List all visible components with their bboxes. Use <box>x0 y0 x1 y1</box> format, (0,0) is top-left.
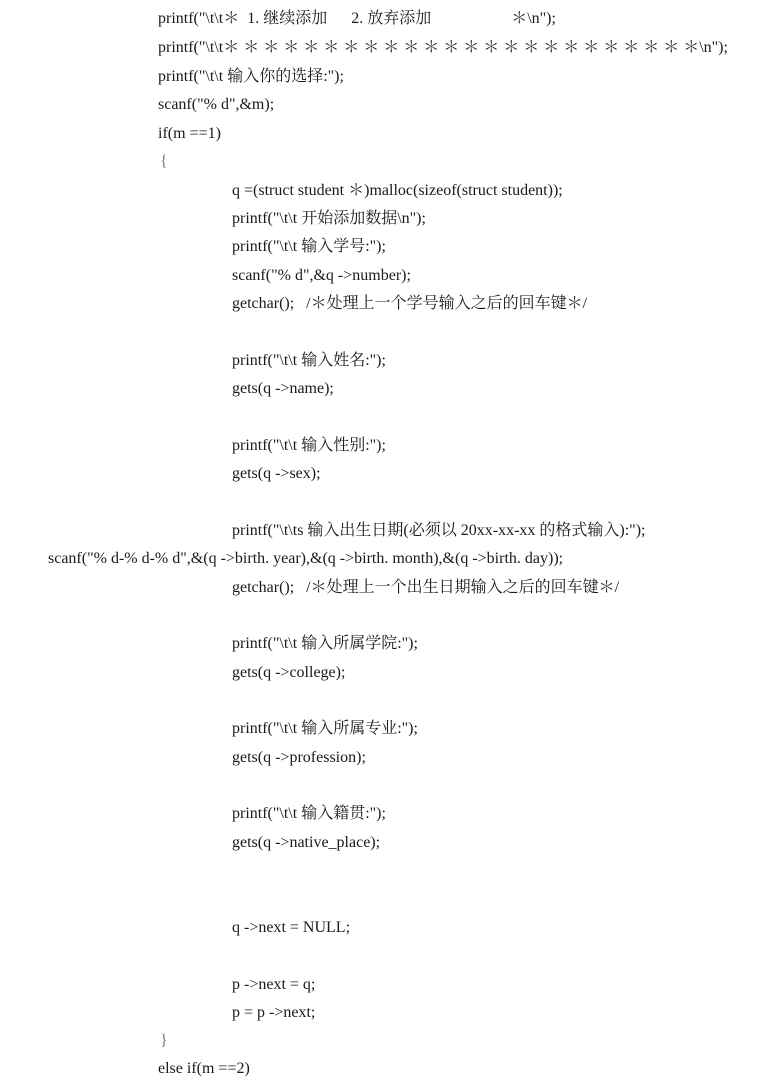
code-line: scanf("% d-% d-% d",&(q ->birth. year),&(q ->birth. month),&(q ->birth. day)); <box>48 550 564 567</box>
code-line: p ->next = q; <box>232 976 316 993</box>
code-line: q ->next = NULL; <box>232 919 351 936</box>
code-line: scanf("% d",&q ->number); <box>232 267 411 284</box>
open-brace: { <box>160 153 168 170</box>
code-line: printf("\t\t 输入你的选择:"); <box>158 68 344 85</box>
code-line: gets(q ->college); <box>232 664 346 681</box>
close-brace: } <box>160 1032 168 1049</box>
code-line: p = p ->next; <box>232 1004 316 1021</box>
code-line: else if(m ==2) <box>158 1060 250 1077</box>
code-line: gets(q ->profession); <box>232 749 366 766</box>
code-line: printf("\t\t 输入姓名:"); <box>232 352 386 369</box>
code-line: q =(struct student ＊)malloc(sizeof(struct student)); <box>232 182 563 199</box>
code-line: scanf("% d",&m); <box>158 96 275 113</box>
code-line: getchar(); /＊处理上一个学号输入之后的回车键＊/ <box>232 295 588 312</box>
code-line: printf("\t\ts 输入出生日期(必须以 20xx-xx-xx 的格式输入):"); <box>232 522 646 539</box>
code-line: gets(q ->native_place); <box>232 834 381 851</box>
code-line: getchar(); /＊处理上一个出生日期输入之后的回车键＊/ <box>232 579 620 596</box>
code-line: if(m ==1) <box>158 125 221 142</box>
code-line: gets(q ->sex); <box>232 465 321 482</box>
code-line: printf("\t\t 输入所属学院:"); <box>232 635 418 652</box>
code-line: gets(q ->name); <box>232 380 334 397</box>
code-line: printf("\t\t 输入学号:"); <box>232 238 386 255</box>
code-line: printf("\t\t＊ ＊ ＊ ＊ ＊ ＊ ＊ ＊ ＊ ＊ ＊ ＊ ＊ ＊ ＊ ＊ ＊ ＊ ＊ ＊ ＊ ＊ ＊ ＊\n"); <box>158 39 728 56</box>
code-line: printf("\t\t＊ 1. 继续添加 2. 放弃添加 ＊\n"); <box>158 10 556 27</box>
code-line: printf("\t\t 输入籍贯:"); <box>232 805 386 822</box>
code-line: printf("\t\t 输入所属专业:"); <box>232 720 418 737</box>
code-line: printf("\t\t 输入性别:"); <box>232 437 386 454</box>
code-line: printf("\t\t 开始添加数据\n"); <box>232 210 426 227</box>
